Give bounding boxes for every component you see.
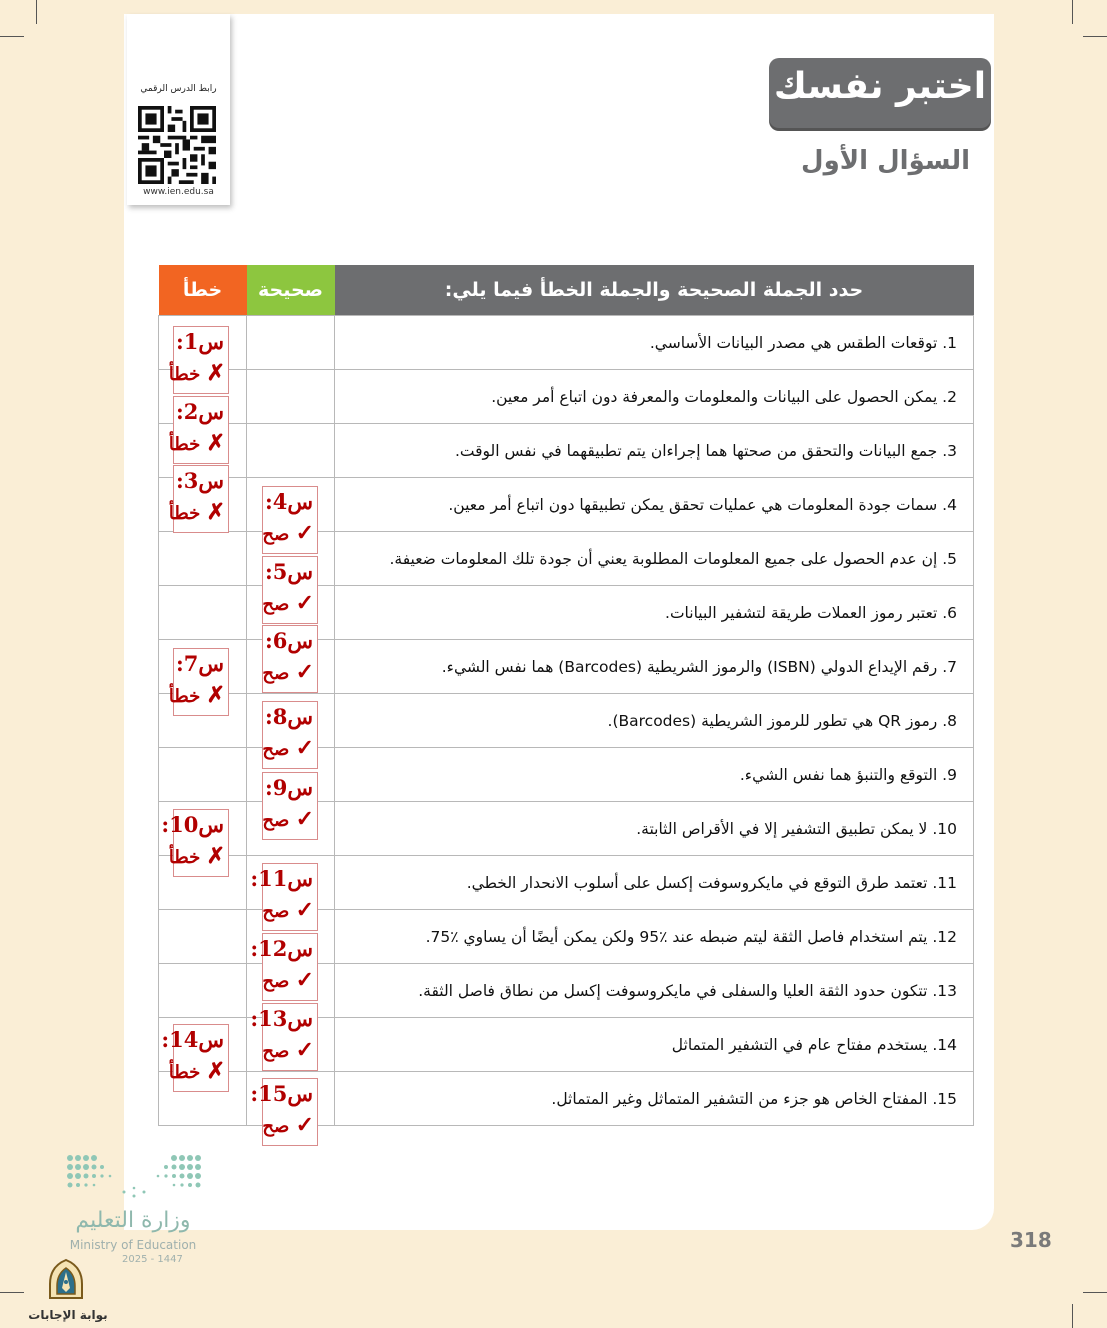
answer-box-1: [168, 326, 229, 394]
false-column-header: خطأ: [159, 265, 247, 316]
answer-result: صح: [262, 663, 290, 684]
crop-mark: [1083, 1292, 1107, 1293]
ministry-year: 2025 - 1447: [122, 1254, 183, 1265]
crop-mark: [1083, 36, 1107, 37]
answer-box-7: [168, 648, 229, 716]
answer-result: خطأ: [168, 847, 201, 868]
table-header-row: [159, 265, 974, 316]
answer-label: س2:: [175, 399, 224, 424]
x-mark-icon: ✗: [206, 430, 225, 456]
answer-label: س6:: [264, 628, 313, 653]
answer-label: س15:: [250, 1081, 313, 1106]
check-mark-icon: ✓: [295, 1112, 314, 1138]
answer-result: صح: [262, 810, 290, 831]
check-mark-icon: ✓: [295, 806, 314, 832]
true-cell[interactable]: [247, 424, 335, 478]
answer-result: صح: [262, 901, 290, 922]
answer-label: س13:: [250, 1006, 313, 1031]
table-row: [159, 424, 974, 478]
page-number: 318: [1010, 1228, 1052, 1252]
answer-box-15: [250, 1078, 318, 1146]
crop-mark: [1072, 0, 1073, 24]
answer-label: س7:: [175, 651, 224, 676]
portal-name: بوابة الإجابات: [28, 1308, 108, 1322]
answer-result: صح: [262, 971, 290, 992]
false-cell[interactable]: [159, 532, 247, 586]
check-mark-icon: ✓: [295, 659, 314, 685]
answer-result: خطأ: [168, 1062, 201, 1083]
answer-box-2: [168, 396, 229, 464]
check-mark-icon: ✓: [295, 735, 314, 761]
answer-result: صح: [262, 594, 290, 615]
x-mark-icon: ✗: [206, 682, 225, 708]
answer-label: س10:: [161, 812, 224, 837]
answer-box-5: [262, 556, 318, 624]
check-mark-icon: ✓: [295, 1037, 314, 1063]
answer-label: س11:: [250, 866, 313, 891]
statement-cell: 14. يستخدم مفتاح عام في التشفير المتماثل: [335, 1018, 974, 1072]
check-mark-icon: ✓: [295, 967, 314, 993]
answer-label: س12:: [250, 936, 313, 961]
answer-box-14: [161, 1024, 229, 1092]
answer-result: خطأ: [168, 434, 201, 455]
statement-cell: 7. رقم الإيداع الدولي (ISBN) والرموز الشريطية (Barcodes) هما نفس الشيء.: [335, 640, 974, 694]
statement-cell: 3. جمع البيانات والتحقق من صحتها هما إجراءان يتم تطبيقهما في نفس الوقت.: [335, 424, 974, 478]
answer-box-12: [250, 933, 318, 1001]
check-mark-icon: ✓: [295, 897, 314, 923]
check-mark-icon: ✓: [295, 520, 314, 546]
crop-mark: [36, 0, 37, 24]
answer-result: صح: [262, 524, 290, 545]
crop-mark: [0, 36, 24, 37]
answer-result: خطأ: [168, 364, 201, 385]
statement-cell: 4. سمات جودة المعلومات هي عمليات تحقق يمكن تطبيقها دون اتباع أمر معين.: [335, 478, 974, 532]
statement-cell: 12. يتم استخدام فاصل الثقة ليتم ضبطه عند ٪95 ولكن يمكن أيضًا أن يساوي ٪75.: [335, 910, 974, 964]
statement-cell: 8. رموز QR هي تطور للرموز الشريطية (Barcodes).: [335, 694, 974, 748]
answer-box-11: [250, 863, 318, 931]
false-cell[interactable]: [159, 748, 247, 802]
ministry-dots-icon: [64, 1152, 204, 1204]
check-mark-icon: ✓: [295, 590, 314, 616]
statement-cell: 15. المفتاح الخاص هو جزء من التشفير المتماثل وغير المتماثل.: [335, 1072, 974, 1126]
ministry-name-ar: وزارة التعليم: [75, 1208, 191, 1233]
statement-cell: 10. لا يمكن تطبيق التشفير إلا في الأقراص الثابتة.: [335, 802, 974, 856]
statement-cell: 2. يمكن الحصول على البيانات والمعلومات والمعرفة دون اتباع أمر معين.: [335, 370, 974, 424]
statement-column-header: حدد الجملة الصحيحة والجملة الخطأ فيما يلي:: [335, 265, 974, 316]
answers-portal-logo[interactable]: [28, 1258, 108, 1322]
badge-title: اختبر نفسك: [773, 66, 987, 107]
table-row: [159, 370, 974, 424]
false-cell[interactable]: [159, 964, 247, 1018]
x-mark-icon: ✗: [206, 499, 225, 525]
ministry-logo: [62, 1150, 207, 1265]
answer-result: صح: [262, 1116, 290, 1137]
answer-label: س8:: [264, 704, 313, 729]
statement-cell: 9. التوقع والتنبؤ هما نفس الشيء.: [335, 748, 974, 802]
answer-result: خطأ: [168, 503, 201, 524]
answer-box-10: [161, 809, 229, 877]
qr-url[interactable]: www.ien.edu.sa: [143, 187, 214, 197]
statement-cell: 6. تعتبر رموز العملات طريقة لتشفير البيانات.: [335, 586, 974, 640]
answer-label: س9:: [264, 775, 313, 800]
answer-label: س4:: [264, 489, 313, 514]
question-title: السؤال الأول: [801, 146, 970, 176]
statement-cell: 13. تتكون حدود الثقة العليا والسفلى في مايكروسوفت إكسل من نطاق فاصل الثقة.: [335, 964, 974, 1018]
false-cell[interactable]: [159, 586, 247, 640]
crop-mark: [0, 1292, 24, 1293]
answer-label: س5:: [264, 559, 313, 584]
answer-label: س3:: [175, 468, 224, 493]
pen-nib-icon: [46, 1258, 86, 1302]
answer-box-13: [250, 1003, 318, 1071]
qr-label: رابط الدرس الرقمي: [140, 84, 217, 94]
crop-mark: [1072, 1304, 1073, 1328]
x-mark-icon: ✗: [206, 360, 225, 386]
true-cell[interactable]: [247, 370, 335, 424]
answer-box-9: [262, 772, 318, 840]
answer-box-8: [262, 701, 318, 769]
statement-cell: 11. تعتمد طرق التوقع في مايكروسوفت إكسل على أسلوب الانحدار الخطي.: [335, 856, 974, 910]
x-mark-icon: ✗: [206, 1058, 225, 1084]
answer-result: خطأ: [168, 686, 201, 707]
table-row: [159, 316, 974, 370]
answer-box-4: [262, 486, 318, 554]
ministry-name-en: Ministry of Education: [69, 1238, 197, 1252]
true-column-header: صحيحة: [247, 265, 335, 316]
answer-box-6: [262, 625, 318, 693]
statement-cell: 5. إن عدم الحصول على جميع المعلومات المطلوبة يعني أن جودة تلك المعلومات ضعيفة.: [335, 532, 974, 586]
answer-result: صح: [262, 739, 290, 760]
answer-label: س1:: [175, 329, 224, 354]
self-test-badge: [769, 58, 991, 128]
answer-box-3: [168, 465, 229, 533]
answer-result: صح: [262, 1041, 290, 1062]
x-mark-icon: ✗: [206, 843, 225, 869]
false-cell[interactable]: [159, 910, 247, 964]
answer-label: س14:: [161, 1027, 224, 1052]
statement-cell: 1. توقعات الطقس هي مصدر البيانات الأساسي.: [335, 316, 974, 370]
qr-code-icon[interactable]: [138, 106, 216, 184]
true-cell[interactable]: [247, 316, 335, 370]
